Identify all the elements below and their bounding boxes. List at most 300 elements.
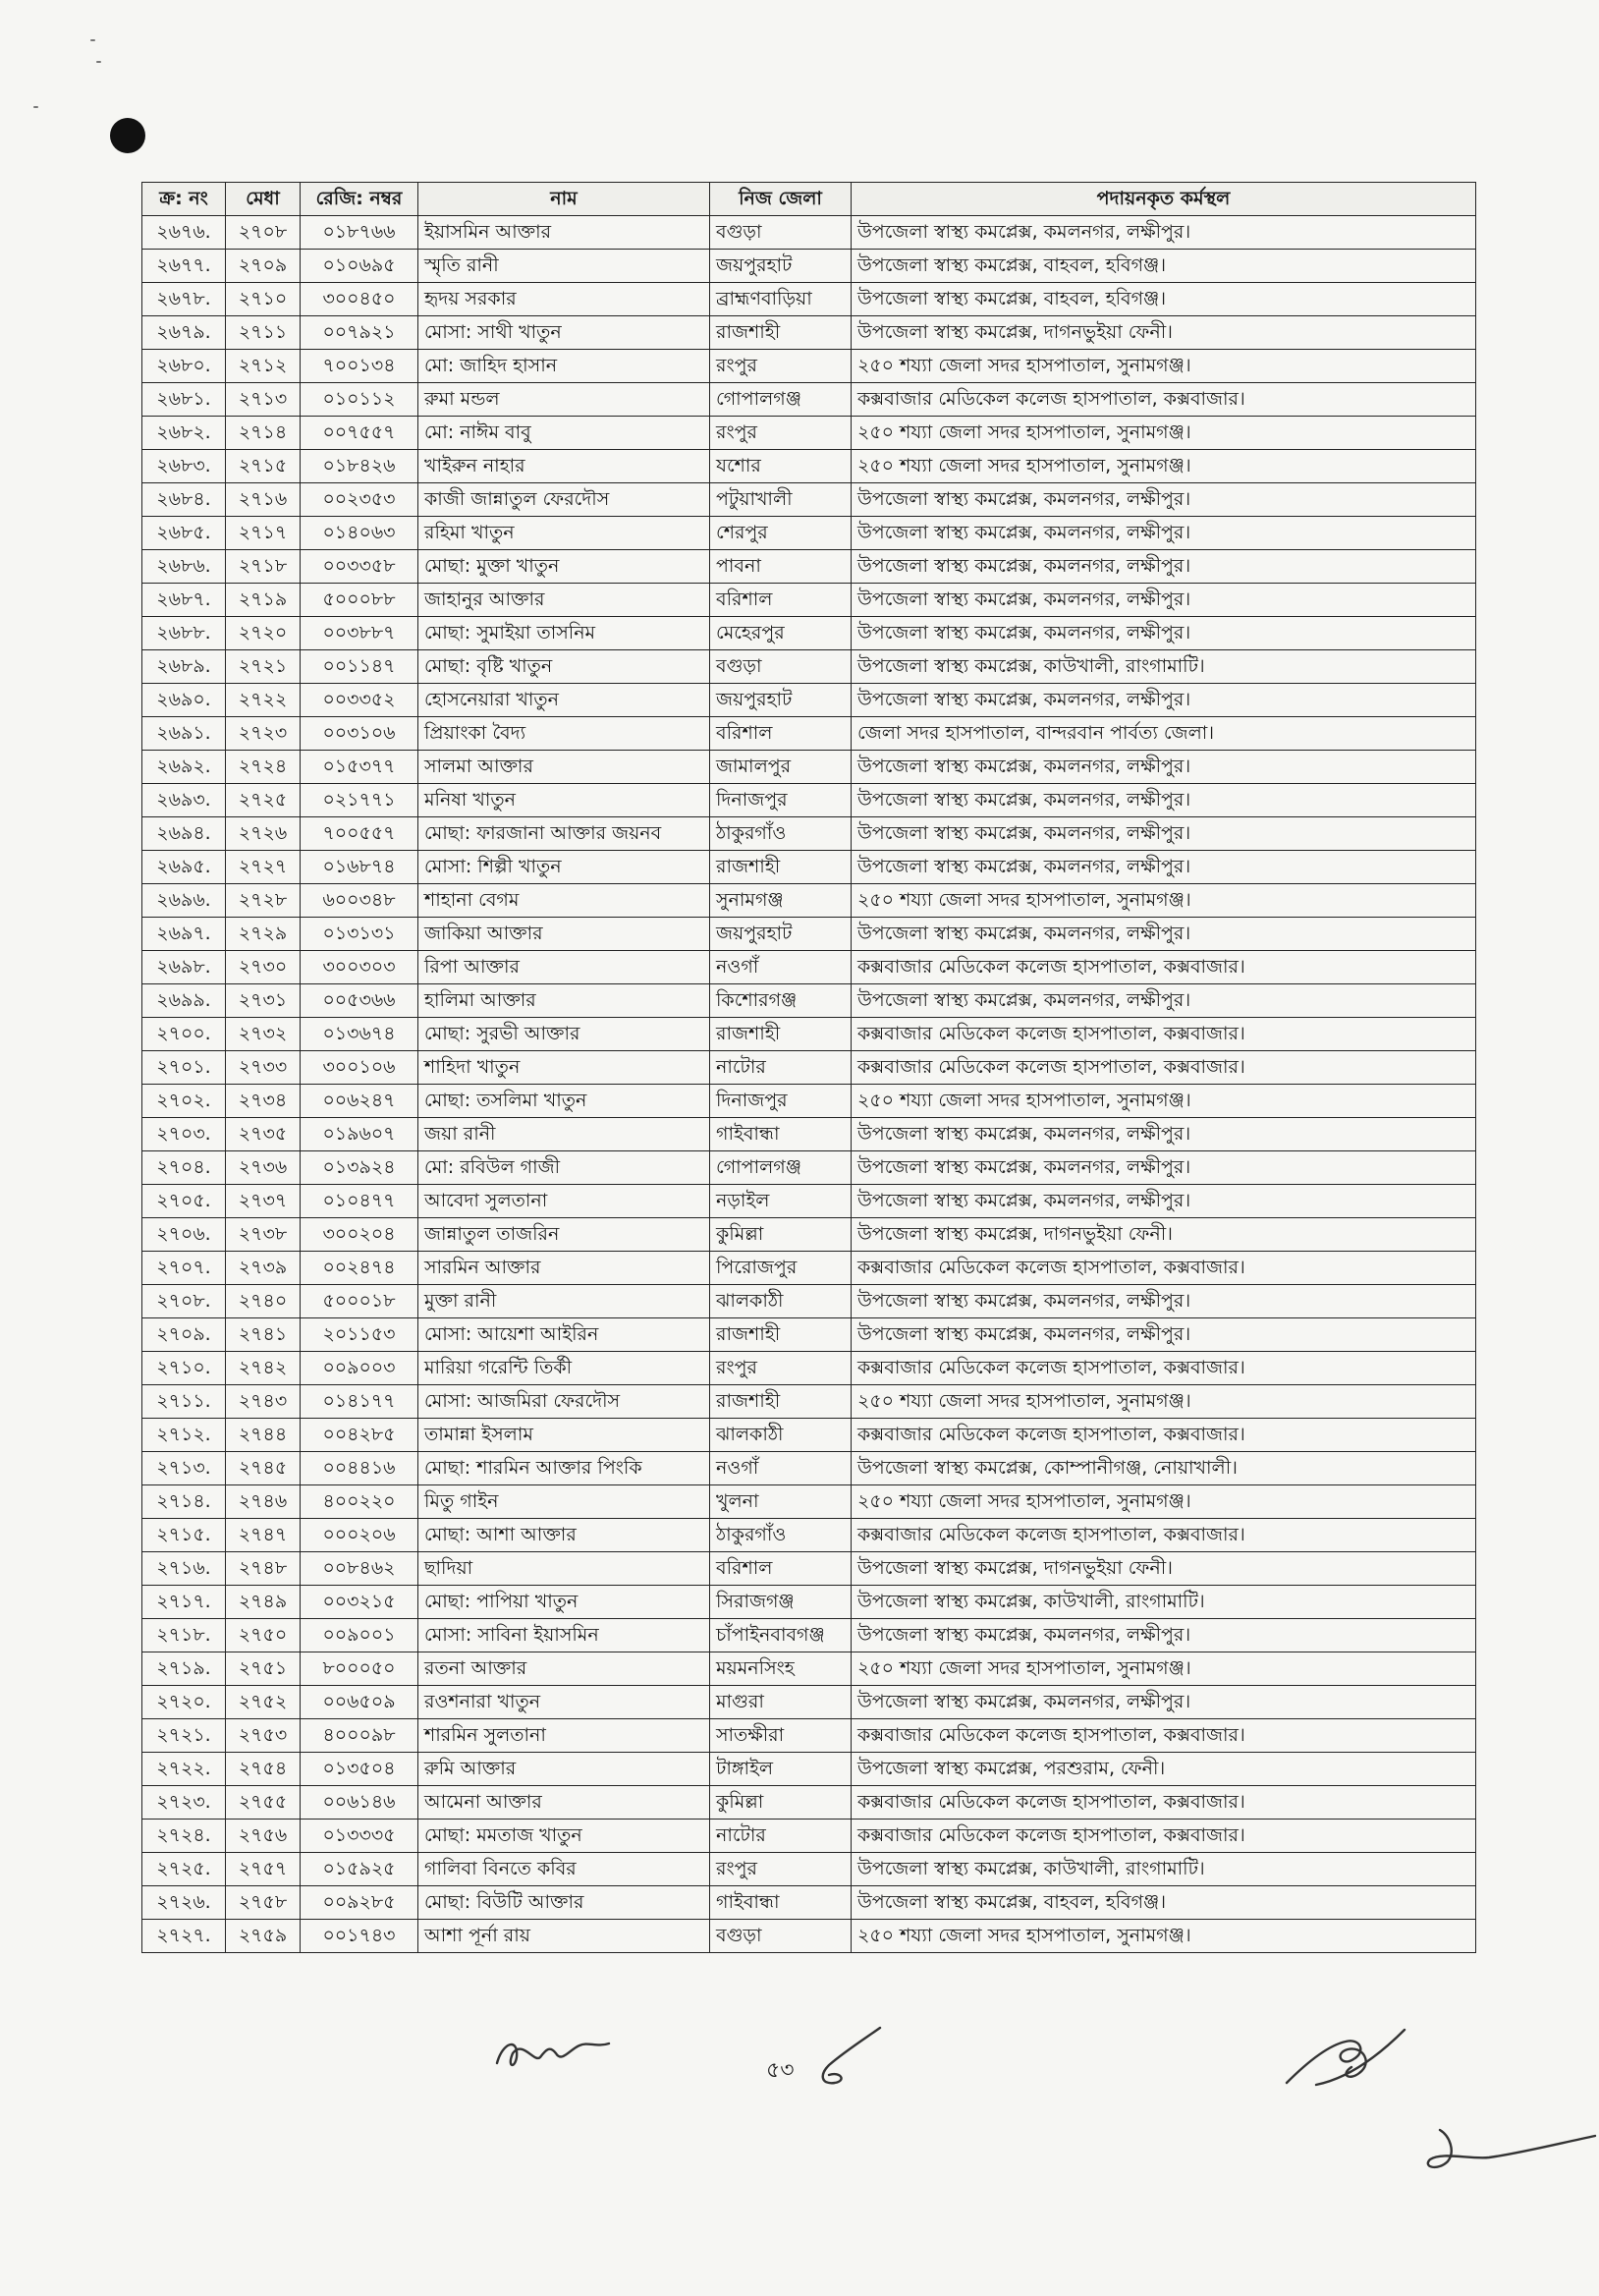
cell-name: শারমিন সুলতানা [418,1719,710,1753]
cell-merit: ২৭৩০ [226,951,301,984]
cell-district: পিরোজপুর [710,1252,852,1285]
cell-serial: ২৭১৩. [142,1452,226,1485]
cell-name: মোছা: শারমিন আক্তার পিংকি [418,1452,710,1485]
cell-district: ঝালকাঠী [710,1285,852,1318]
cell-post: জেলা সদর হাসপাতাল, বান্দরবান পার্বত্য জেলা। [852,717,1476,751]
cell-post: কক্সবাজার মেডিকেল কলেজ হাসপাতাল, কক্সবাজার। [852,1352,1476,1385]
cell-name: ইয়াসমিন আক্তার [418,216,710,250]
cell-post: উপজেলা স্বাস্থ্য কমপ্লেক্স, কমলনগর, লক্ষীপুর। [852,1185,1476,1218]
cell-merit: ২৭৪০ [226,1285,301,1318]
cell-reg: ০০৩৩৫২ [301,684,418,717]
cell-district: গোপালগঞ্জ [710,383,852,417]
cell-post: কক্সবাজার মেডিকেল কলেজ হাসপাতাল, কক্সবাজার। [852,1051,1476,1085]
cell-post: ২৫০ শয্যা জেলা সদর হাসপাতাল, সুনামগঞ্জ। [852,1385,1476,1419]
table-row [142,350,1476,383]
cell-reg: ০০৯০০৩ [301,1352,418,1385]
cell-reg: ০১৫৯২৫ [301,1853,418,1886]
cell-name: মোছা: মুক্তা খাতুন [418,550,710,584]
cell-merit: ২৭৩৩ [226,1051,301,1085]
cell-serial: ২৬৮৫. [142,517,226,550]
cell-reg: ০২১৭৭১ [301,784,418,817]
table-row [142,1218,1476,1252]
cell-name: হালিমা আক্তার [418,984,710,1018]
cell-district: রংপুর [710,1853,852,1886]
cell-reg: ৮০০০৫০ [301,1652,418,1686]
cell-merit: ২৭১০ [226,283,301,316]
cell-reg: ০১৩৩৩৫ [301,1820,418,1853]
cell-merit: ২৭১৮ [226,550,301,584]
punch-hole [110,118,145,153]
cell-merit: ২৭০৯ [226,250,301,283]
table-row [142,951,1476,984]
cell-post: উপজেলা স্বাস্থ্য কমপ্লেক্স, দাগনভুইয়া ফেনী। [852,1552,1476,1586]
cell-serial: ২৭০২. [142,1085,226,1118]
cell-merit: ২৭৩৭ [226,1185,301,1218]
table-row [142,1853,1476,1886]
cell-district: নড়াইল [710,1185,852,1218]
cell-name: জাহানুর আক্তার [418,584,710,617]
cell-name: রতনা আক্তার [418,1652,710,1686]
cell-serial: ২৭০৩. [142,1118,226,1151]
cell-reg: ০০০২০৬ [301,1519,418,1552]
cell-serial: ২৭০১. [142,1051,226,1085]
cell-name: ছাদিয়া [418,1552,710,1586]
cell-merit: ২৭৪৮ [226,1552,301,1586]
cell-serial: ২৭০৯. [142,1318,226,1352]
cell-district: সিরাজগঞ্জ [710,1586,852,1619]
cell-reg: ০০১১৪৭ [301,650,418,684]
cell-name: মনিষা খাতুন [418,784,710,817]
table-row [142,383,1476,417]
cell-post: উপজেলা স্বাস্থ্য কমপ্লেক্স, কমলনগর, লক্ষীপুর। [852,851,1476,884]
cell-serial: ২৭১৭. [142,1586,226,1619]
cell-reg: ০০৭৯২১ [301,316,418,350]
cell-district: গাইবান্ধা [710,1886,852,1920]
cell-reg: ০১৮৭৬৬ [301,216,418,250]
cell-post: উপজেলা স্বাস্থ্য কমপ্লেক্স, কমলনগর, লক্ষীপুর। [852,984,1476,1018]
cell-serial: ২৭১১. [142,1385,226,1419]
cell-merit: ২৭২৩ [226,717,301,751]
cell-name: মোসা: আয়েশা আইরিন [418,1318,710,1352]
cell-merit: ২৭২৭ [226,851,301,884]
table-row [142,1686,1476,1719]
cell-post: উপজেলা স্বাস্থ্য কমপ্লেক্স, কমলনগর, লক্ষীপুর। [852,550,1476,584]
cell-name: স্মৃতি রানী [418,250,710,283]
cell-reg: ০১৯৬০৭ [301,1118,418,1151]
cell-name: রিপা আক্তার [418,951,710,984]
cell-district: মেহেরপুর [710,617,852,650]
cell-post: উপজেলা স্বাস্থ্য কমপ্লেক্স, কমলনগর, লক্ষীপুর। [852,1285,1476,1318]
cell-reg: ৭০০১৩৪ [301,350,418,383]
cell-district: বগুড়া [710,216,852,250]
cell-post: উপজেলা স্বাস্থ্য কমপ্লেক্স, কমলনগর, লক্ষীপুর। [852,751,1476,784]
cell-name: মোসা: শিল্পী খাতুন [418,851,710,884]
cell-post: কক্সবাজার মেডিকেল কলেজ হাসপাতাল, কক্সবাজার। [852,1018,1476,1051]
cell-serial: ২৬৯৮. [142,951,226,984]
table-row [142,550,1476,584]
cell-name: মিতু গাইন [418,1485,710,1519]
cell-serial: ২৭২২. [142,1753,226,1786]
scan-speck [96,61,101,63]
table-row [142,1185,1476,1218]
cell-reg: ০১৩৯২৪ [301,1151,418,1185]
cell-merit: ২৭৫১ [226,1652,301,1686]
cell-name: জয়া রানী [418,1118,710,1151]
cell-serial: ২৬৮১. [142,383,226,417]
cell-serial: ২৭১০. [142,1352,226,1385]
cell-merit: ২৭৫৩ [226,1719,301,1753]
cell-reg: ৫০০০১৮ [301,1285,418,1318]
cell-post: কক্সবাজার মেডিকেল কলেজ হাসপাতাল, কক্সবাজার। [852,1719,1476,1753]
cell-district: নাটোর [710,1051,852,1085]
cell-district: জামালপুর [710,751,852,784]
cell-name: মোসা: সাথী খাতুন [418,316,710,350]
cell-reg: ০১৪০৬৩ [301,517,418,550]
cell-merit: ২৭১৪ [226,417,301,450]
cell-reg: ০০৩২১৫ [301,1586,418,1619]
cell-post: কক্সবাজার মেডিকেল কলেজ হাসপাতাল, কক্সবাজার। [852,1252,1476,1285]
cell-merit: ২৭০৮ [226,216,301,250]
cell-reg: ০১৪১৭৭ [301,1385,418,1419]
table-row [142,751,1476,784]
cell-reg: ৫০০০৮৮ [301,584,418,617]
cell-merit: ২৭১৩ [226,383,301,417]
cell-merit: ২৭২৬ [226,817,301,851]
table-row [142,517,1476,550]
cell-merit: ২৭৪৬ [226,1485,301,1519]
header-posting-place: পদায়নকৃত কর্মস্থল [852,183,1476,216]
cell-serial: ২৬৯৭. [142,918,226,951]
cell-merit: ২৭৫৪ [226,1753,301,1786]
cell-merit: ২৭৪২ [226,1352,301,1385]
cell-name: গালিবা বিনতে কবির [418,1853,710,1886]
cell-merit: ২৭৪৯ [226,1586,301,1619]
table-row [142,1252,1476,1285]
cell-district: বগুড়া [710,650,852,684]
cell-district: গাইবান্ধা [710,1118,852,1151]
cell-post: উপজেলা স্বাস্থ্য কমপ্লেক্স, কমলনগর, লক্ষীপুর। [852,1619,1476,1652]
cell-serial: ২৭০৮. [142,1285,226,1318]
cell-post: উপজেলা স্বাস্থ্য কমপ্লেক্স, কাউখালী, রাংগামাটি। [852,1586,1476,1619]
cell-district: কিশোরগঞ্জ [710,984,852,1018]
cell-serial: ২৬৯৫. [142,851,226,884]
cell-serial: ২৬৮৪. [142,483,226,517]
cell-name: আবেদা সুলতানা [418,1185,710,1218]
cell-post: উপজেলা স্বাস্থ্য কমপ্লেক্স, কাউখালী, রাংগামাটি। [852,650,1476,684]
posting-roster-table [141,182,1476,1953]
cell-post: ২৫০ শয্যা জেলা সদর হাসপাতাল, সুনামগঞ্জ। [852,884,1476,918]
cell-name: মোছা: পাপিয়া খাতুন [418,1586,710,1619]
table-header-row [142,183,1476,216]
cell-name: শাহানা বেগম [418,884,710,918]
cell-post: উপজেলা স্বাস্থ্য কমপ্লেক্স, কমলনগর, লক্ষীপুর। [852,216,1476,250]
cell-merit: ২৭৩৮ [226,1218,301,1252]
cell-district: রংপুর [710,417,852,450]
table-row [142,851,1476,884]
cell-post: উপজেলা স্বাস্থ্য কমপ্লেক্স, কমলনগর, লক্ষীপুর। [852,1118,1476,1151]
table-row [142,1018,1476,1051]
cell-merit: ২৭৫২ [226,1686,301,1719]
cell-merit: ২৭৩৫ [226,1118,301,1151]
cell-reg: ০১৩১৩১ [301,918,418,951]
cell-district: মাগুরা [710,1686,852,1719]
cell-name: তামান্না ইসলাম [418,1419,710,1452]
table-row [142,1519,1476,1552]
cell-reg: ০০৪৪১৬ [301,1452,418,1485]
cell-district: জয়পুরহাট [710,684,852,717]
table-row [142,817,1476,851]
cell-serial: ২৭২৩. [142,1786,226,1820]
cell-district: গোপালগঞ্জ [710,1151,852,1185]
cell-reg: ০০৯২৮৫ [301,1886,418,1920]
cell-reg: ০০১৭৪৩ [301,1920,418,1953]
cell-serial: ২৭০৪. [142,1151,226,1185]
table-row [142,884,1476,918]
cell-serial: ২৬৭৭. [142,250,226,283]
cell-post: কক্সবাজার মেডিকেল কলেজ হাসপাতাল, কক্সবাজার। [852,1419,1476,1452]
cell-district: জয়পুরহাট [710,918,852,951]
table-body [142,216,1476,1953]
table-row [142,417,1476,450]
cell-name: মোছা: আশা আক্তার [418,1519,710,1552]
cell-district: খুলনা [710,1485,852,1519]
cell-merit: ২৭২৪ [226,751,301,784]
cell-name: হোসনেয়ারা খাতুন [418,684,710,717]
signature-bottom-right [1410,2122,1597,2191]
cell-reg: ৪০০০৯৮ [301,1719,418,1753]
cell-serial: ২৭১৮. [142,1619,226,1652]
cell-district: রাজশাহী [710,851,852,884]
table-row [142,984,1476,1018]
cell-name: কাজী জান্নাতুল ফেরদৌস [418,483,710,517]
table-row [142,1318,1476,1352]
table-row [142,1786,1476,1820]
page-number: ৫৩ [766,2058,795,2083]
table-row [142,316,1476,350]
table-row [142,1385,1476,1419]
table-row [142,1085,1476,1118]
cell-serial: ২৬৯৪. [142,817,226,851]
signature-right [1277,2024,1414,2102]
table-row [142,450,1476,483]
table-row [142,283,1476,316]
cell-name: জান্নাতুল তাজরিন [418,1218,710,1252]
cell-post: উপজেলা স্বাস্থ্য কমপ্লেক্স, কমলনগর, লক্ষীপুর। [852,1686,1476,1719]
cell-serial: ২৬৮০. [142,350,226,383]
table-row [142,1419,1476,1452]
cell-district: কুমিল্লা [710,1786,852,1820]
cell-reg: ০১৫৩৭৭ [301,751,418,784]
cell-name: মোছা: তসলিমা খাতুন [418,1085,710,1118]
cell-post: কক্সবাজার মেডিকেল কলেজ হাসপাতাল, কক্সবাজার। [852,1519,1476,1552]
cell-district: চাঁপাইনবাবগঞ্জ [710,1619,852,1652]
table-row [142,1285,1476,1318]
cell-post: কক্সবাজার মেডিকেল কলেজ হাসপাতাল, কক্সবাজার। [852,1786,1476,1820]
cell-serial: ২৭২০. [142,1686,226,1719]
cell-reg: ০০৯০০১ [301,1619,418,1652]
cell-post: উপজেলা স্বাস্থ্য কমপ্লেক্স, কমলনগর, লক্ষীপুর। [852,1318,1476,1352]
scan-speck [90,39,95,41]
cell-post: উপজেলা স্বাস্থ্য কমপ্লেক্স, কমলনগর, লক্ষীপুর। [852,517,1476,550]
table-row [142,717,1476,751]
signature-middle [811,2024,900,2093]
cell-merit: ২৭৫৬ [226,1820,301,1853]
cell-district: সুনামগঞ্জ [710,884,852,918]
cell-district: বরিশাল [710,584,852,617]
cell-serial: ২৬৮৬. [142,550,226,584]
cell-district: শেরপুর [710,517,852,550]
cell-district: জয়পুরহাট [710,250,852,283]
cell-post: ২৫০ শয্যা জেলা সদর হাসপাতাল, সুনামগঞ্জ। [852,417,1476,450]
table-row [142,1719,1476,1753]
cell-serial: ২৭১৫. [142,1519,226,1552]
cell-merit: ২৭৫৯ [226,1920,301,1953]
cell-name: শাহিদা খাতুন [418,1051,710,1085]
cell-post: উপজেলা স্বাস্থ্য কমপ্লেক্স, কমলনগর, লক্ষীপুর। [852,684,1476,717]
cell-name: মোছা: সুমাইয়া তাসনিম [418,617,710,650]
cell-serial: ২৭১২. [142,1419,226,1452]
cell-post: উপজেলা স্বাস্থ্য কমপ্লেক্স, কমলনগর, লক্ষীপুর। [852,584,1476,617]
cell-reg: ৪০০২২০ [301,1485,418,1519]
cell-district: নওগাঁ [710,1452,852,1485]
cell-name: মোছা: ফারজানা আক্তার জয়নব [418,817,710,851]
cell-district: নওগাঁ [710,951,852,984]
cell-district: ময়মনসিংহ [710,1652,852,1686]
cell-name: হৃদয় সরকার [418,283,710,316]
scan-speck [33,106,38,108]
table-row [142,1118,1476,1151]
cell-reg: ০১০৪৭৭ [301,1185,418,1218]
cell-post: উপজেলা স্বাস্থ্য কমপ্লেক্স, কমলনগর, লক্ষীপুর। [852,817,1476,851]
cell-merit: ২৭২৫ [226,784,301,817]
cell-reg: ০০৪২৮৫ [301,1419,418,1452]
cell-serial: ২৬৯১. [142,717,226,751]
table-row [142,1352,1476,1385]
cell-district: রংপুর [710,1352,852,1385]
cell-name: মোসা: সাবিনা ইয়াসমিন [418,1619,710,1652]
cell-serial: ২৭২৬. [142,1886,226,1920]
cell-name: রুমি আক্তার [418,1753,710,1786]
cell-name: জাকিয়া আক্তার [418,918,710,951]
cell-reg: ৩০০১০৬ [301,1051,418,1085]
cell-serial: ২৭০৫. [142,1185,226,1218]
cell-reg: ৭০০৫৫৭ [301,817,418,851]
cell-merit: ২৭১৯ [226,584,301,617]
cell-serial: ২৬৯৬. [142,884,226,918]
cell-merit: ২৭১২ [226,350,301,383]
table-row [142,216,1476,250]
table-row [142,483,1476,517]
cell-district: পাবনা [710,550,852,584]
table-row [142,1552,1476,1586]
cell-reg: ২০১১৫৩ [301,1318,418,1352]
cell-district: রংপুর [710,350,852,383]
cell-serial: ২৭০৬. [142,1218,226,1252]
cell-name: মো: রবিউল গাজী [418,1151,710,1185]
cell-merit: ২৭৪৭ [226,1519,301,1552]
cell-post: উপজেলা স্বাস্থ্য কমপ্লেক্স, পরশুরাম, ফেনী। [852,1753,1476,1786]
table-row [142,1652,1476,1686]
cell-post: উপজেলা স্বাস্থ্য কমপ্লেক্স, দাগনভুইয়া ফেনী। [852,316,1476,350]
cell-name: মোসা: আজমিরা ফেরদৌস [418,1385,710,1419]
cell-serial: ২৭২১. [142,1719,226,1753]
cell-reg: ০১৬৮৭৪ [301,851,418,884]
cell-serial: ২৭২৪. [142,1820,226,1853]
cell-merit: ২৭৩১ [226,984,301,1018]
cell-name: আমেনা আক্তার [418,1786,710,1820]
cell-merit: ২৭৩৬ [226,1151,301,1185]
cell-name: সারমিন আক্তার [418,1252,710,1285]
cell-merit: ২৭২১ [226,650,301,684]
cell-district: টাঙ্গাইল [710,1753,852,1786]
header-merit: মেধা [226,183,301,216]
table-row [142,250,1476,283]
cell-name: রুমা মন্ডল [418,383,710,417]
cell-post: উপজেলা স্বাস্থ্য কমপ্লেক্স, কমলনগর, লক্ষীপুর। [852,617,1476,650]
cell-reg: ০১৮৪২৬ [301,450,418,483]
cell-district: কুমিল্লা [710,1218,852,1252]
cell-serial: ২৭১৬. [142,1552,226,1586]
table-row [142,684,1476,717]
cell-post: উপজেলা স্বাস্থ্য কমপ্লেক্স, দাগনভুইয়া ফেনী। [852,1218,1476,1252]
cell-post: উপজেলা স্বাস্থ্য কমপ্লেক্স, কমলনগর, লক্ষীপুর। [852,784,1476,817]
cell-post: উপজেলা স্বাস্থ্য কমপ্লেক্স, কমলনগর, লক্ষীপুর। [852,1151,1476,1185]
cell-merit: ২৭২২ [226,684,301,717]
cell-serial: ২৬৭৮. [142,283,226,316]
cell-reg: ৬০০৩৪৮ [301,884,418,918]
table-row [142,1753,1476,1786]
cell-post: উপজেলা স্বাস্থ্য কমপ্লেক্স, বাহবল, হবিগঞ্জ। [852,283,1476,316]
header-home-district: নিজ জেলা [710,183,852,216]
cell-reg: ০০২৪৭৪ [301,1252,418,1285]
cell-merit: ২৭২৮ [226,884,301,918]
cell-post: কক্সবাজার মেডিকেল কলেজ হাসপাতাল, কক্সবাজার। [852,1820,1476,1853]
cell-name: মোছা: মমতাজ খাতুন [418,1820,710,1853]
cell-name: প্রিয়াংকা বৈদ্য [418,717,710,751]
cell-reg: ৩০০৩০৩ [301,951,418,984]
cell-reg: ০০৭৫৫৭ [301,417,418,450]
cell-merit: ২৭৩২ [226,1018,301,1051]
cell-district: পটুয়াখালী [710,483,852,517]
cell-serial: ২৬৭৯. [142,316,226,350]
table-row [142,1820,1476,1853]
table-row [142,1586,1476,1619]
cell-post: কক্সবাজার মেডিকেল কলেজ হাসপাতাল, কক্সবাজার। [852,951,1476,984]
cell-district: সাতক্ষীরা [710,1719,852,1753]
cell-district: রাজশাহী [710,1385,852,1419]
cell-post: উপজেলা স্বাস্থ্য কমপ্লেক্স, কাউখালী, রাংগামাটি। [852,1853,1476,1886]
cell-name: রহিমা খাতুন [418,517,710,550]
cell-post: ২৫০ শয্যা জেলা সদর হাসপাতাল, সুনামগঞ্জ। [852,350,1476,383]
cell-post: উপজেলা স্বাস্থ্য কমপ্লেক্স, বাহবল, হবিগঞ্জ। [852,250,1476,283]
cell-serial: ২৬৭৬. [142,216,226,250]
cell-merit: ২৭৪৫ [226,1452,301,1485]
cell-merit: ২৭২০ [226,617,301,650]
cell-reg: ০০৩৮৮৭ [301,617,418,650]
cell-district: বরিশাল [710,717,852,751]
cell-name: মোছা: বিউটি আক্তার [418,1886,710,1920]
cell-reg: ০০৬১৪৬ [301,1786,418,1820]
cell-district: যশোর [710,450,852,483]
cell-post: ২৫০ শয্যা জেলা সদর হাসপাতাল, সুনামগঞ্জ। [852,1920,1476,1953]
table-row [142,1485,1476,1519]
cell-merit: ২৭৩৪ [226,1085,301,1118]
table-row [142,584,1476,617]
cell-name: মো: জাহিদ হাসান [418,350,710,383]
cell-district: ব্রাহ্মণবাড়িয়া [710,283,852,316]
table-row [142,1151,1476,1185]
cell-post: উপজেলা স্বাস্থ্য কমপ্লেক্স, বাহবল, হবিগঞ্জ। [852,1886,1476,1920]
